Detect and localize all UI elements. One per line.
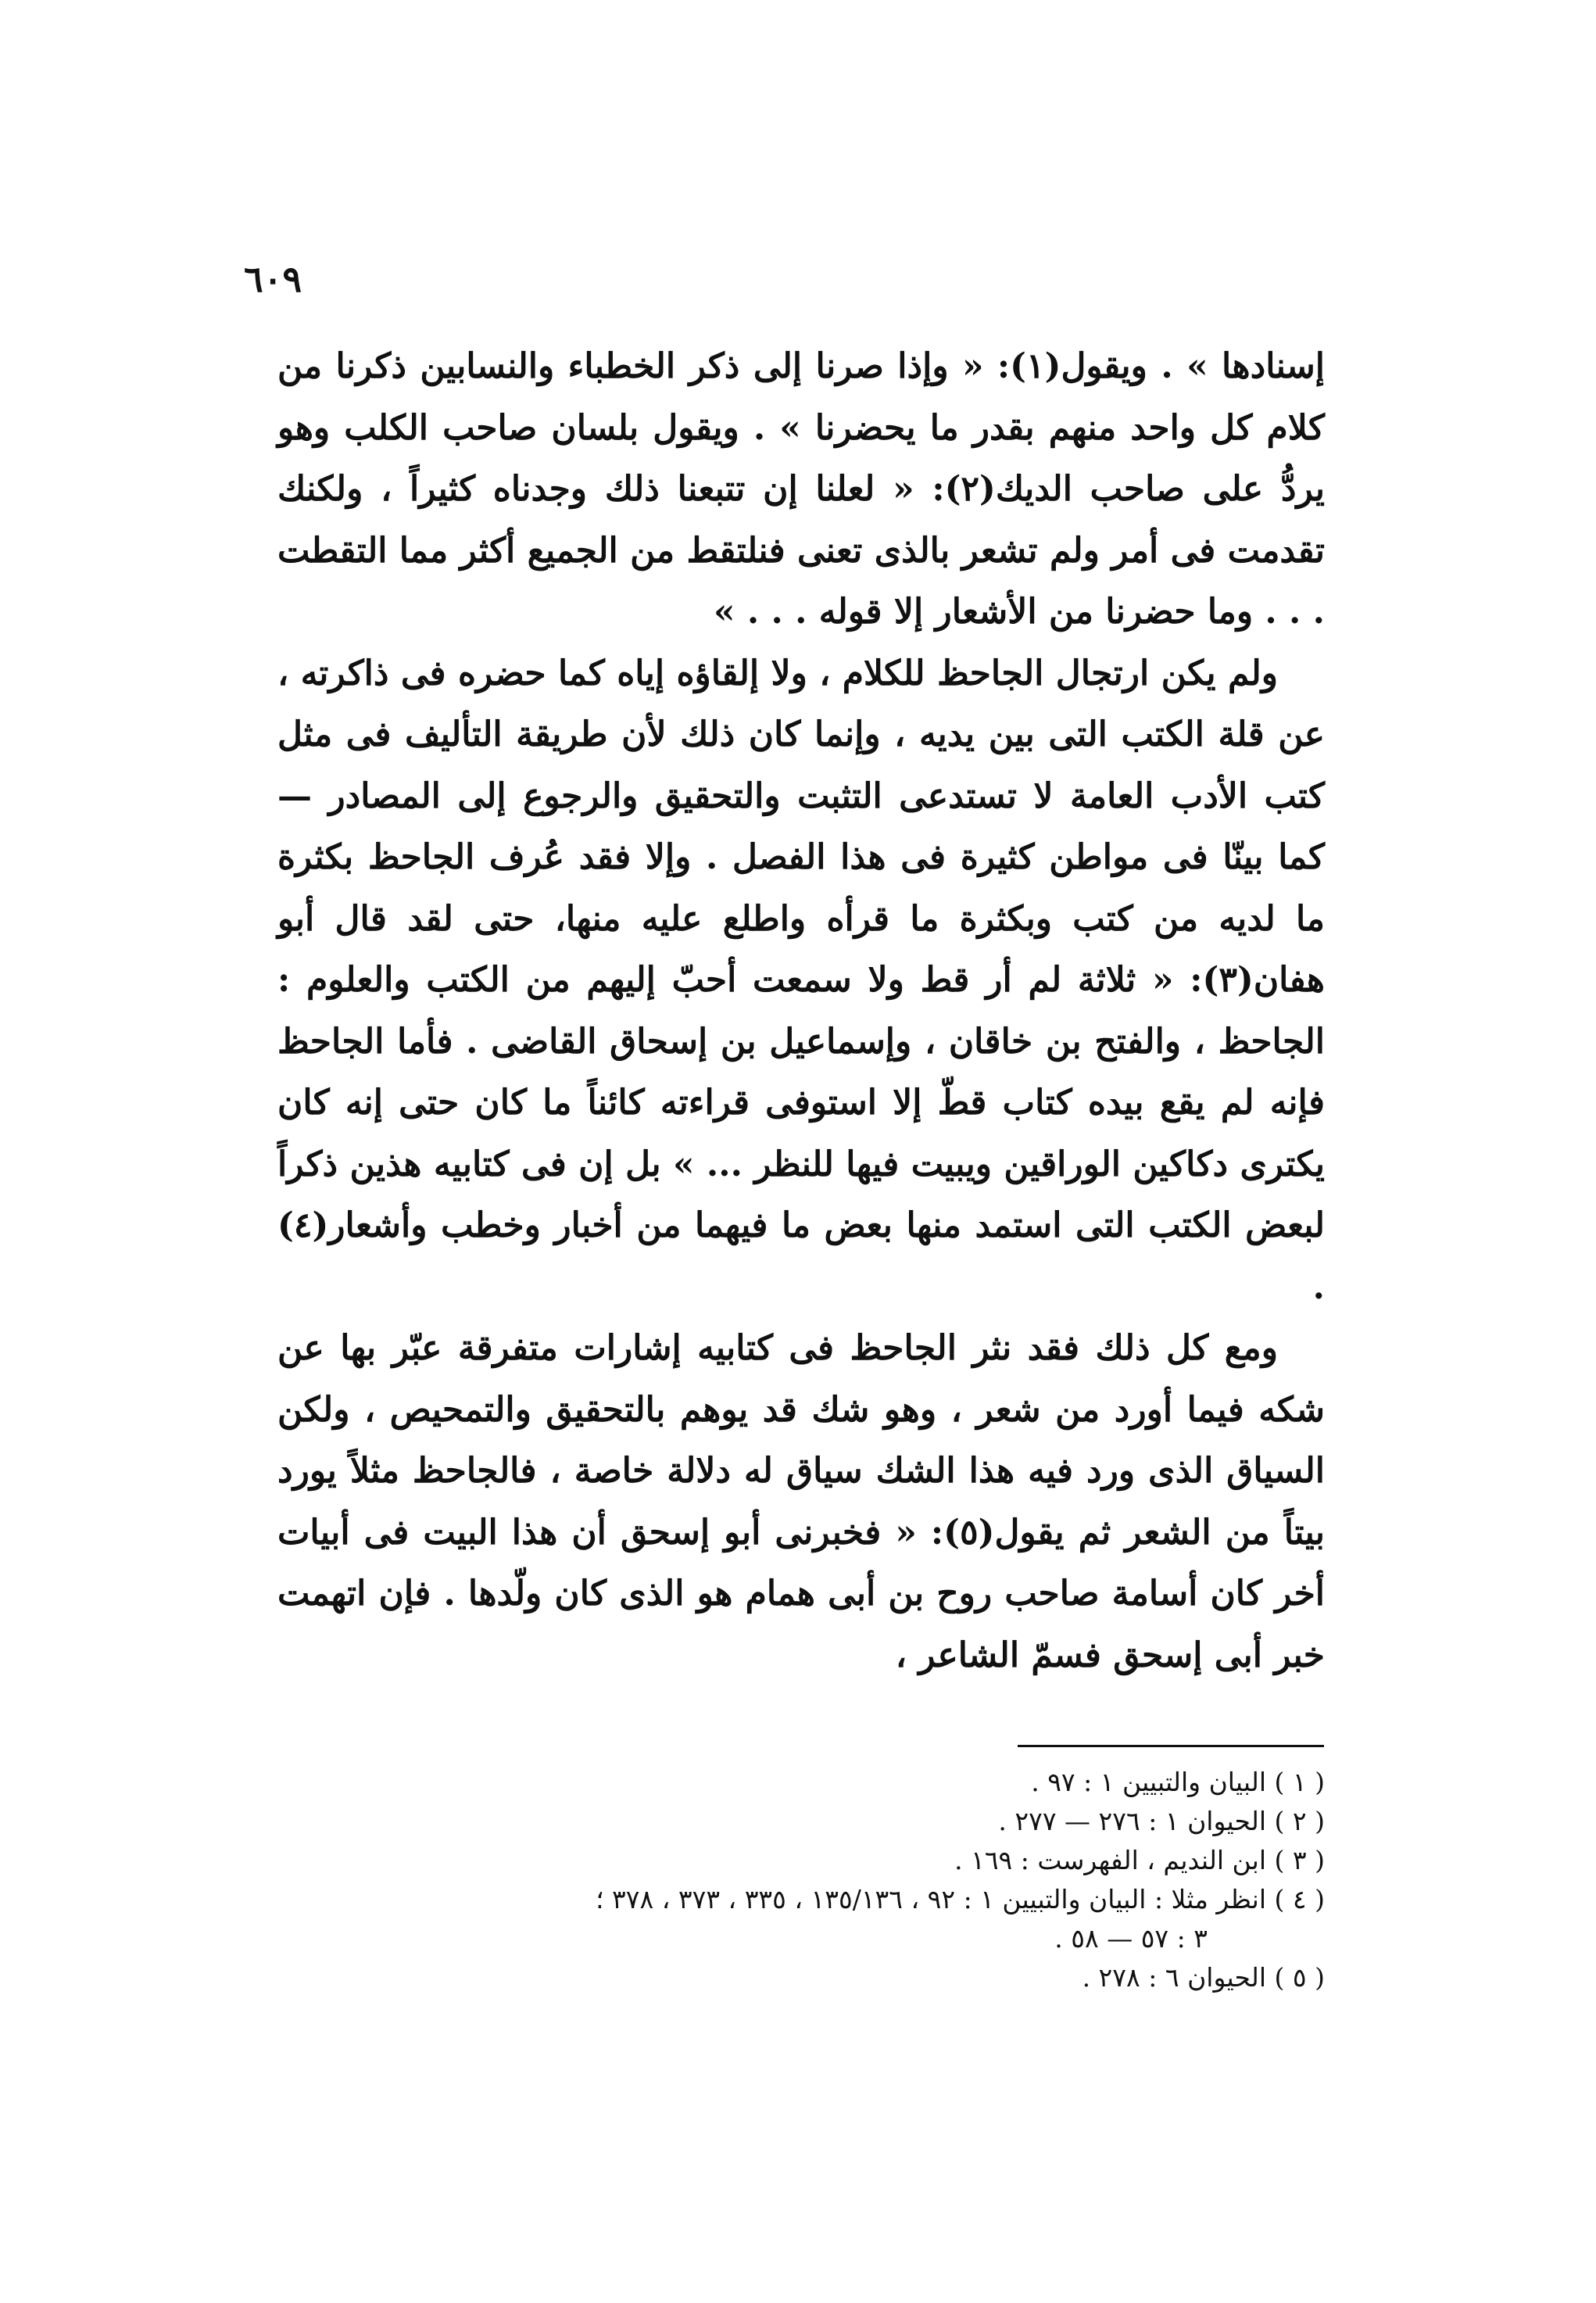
footnote-divider	[1018, 1745, 1324, 1747]
footnote-5	[277, 1958, 1325, 1997]
footnote-number: ( ٣ )	[1274, 1845, 1325, 1875]
footnote-4	[277, 1880, 1325, 1958]
footnote-2	[277, 1802, 1325, 1841]
footnote-text: البيان والتبيين ١ : ٩٧ .	[1031, 1767, 1267, 1797]
paragraph-2: ولم يكن ارتجال الجاحظ للكلام ، ولا إلقاؤه إياه كما حضره فى ذاكرته ، عن قلة الكتب التى بين يديه ، وإنما كان ذلك لأن طريقة التأليف فى مثل كتب الأدب العامة لا تستدعى التثبت والتحقيق والرجوع إلى المصادر — كما بينّا فى مواطن كثيرة فى هذا الفصل . وإلا فقد عُرف الجاحظ بكثرة ما لديه من كتب وبكثرة ما قرأه واطلع عليه منها، حتى لقد قال أبو هفان(٣): « ثلاثة لم أر قط ولا سمعت أحبّ إليهم من الكتب والعلوم : الجاحظ ، والفتح بن خاقان ، وإسماعيل بن إسحاق القاضى . فأما الجاحظ فإنه لم يقع بيده كتاب قطّ إلا استوفى قراءته كائناً ما كان حتى إنه كان يكترى دكاكين الوراقين ويبيت فيها للنظر ... » بل إن فى كتابيه هذين ذكراً لبعض الكتب التى استمد منها بعض ما فيهما من أخبار وخطب وأشعار(٤) .	[277, 653, 1325, 1307]
footnote-1	[277, 1763, 1325, 1802]
paragraph-3: ومع كل ذلك فقد نثر الجاحظ فى كتابيه إشارات متفرقة عبّر بها عن شكه فيما أورد من شعر ، وهو شك قد يوهم بالتحقيق والتمحيص ، ولكن السياق الذى ورد فيه هذا الشك سياق له دلالة خاصة ، فالجاحظ مثلاً يورد بيتاً من الشعر ثم يقول(٥): « فخبرنى أبو إسحق أن هذا البيت فى أبيات أخر كان أسامة صاحب روح بن أبى همام هو الذى كان ولّدها . فإن اتهمت خبر أبى إسحق فسمّ الشاعر ،	[277, 1328, 1325, 1675]
footnote-number: ( ٥ )	[1274, 1962, 1325, 1993]
footnote-text: الحيوان ٦ : ٢٧٨ .	[1082, 1962, 1267, 1993]
footnotes	[277, 1763, 1325, 1997]
footnote-number: ( ١ )	[1274, 1767, 1325, 1797]
footnote-number: ( ٤ )	[1274, 1884, 1325, 1914]
page-number: ٦٠٩	[244, 258, 302, 300]
footnote-continuation: ٣ : ٥٧ — ٥٨ .	[1054, 1923, 1208, 1954]
paragraph-1: إسنادها » . ويقول(١): « وإذا صرنا إلى ذكر الخطباء والنسابين ذكرنا من كلام كل واحد منهم بقدر ما يحضرنا » . ويقول بلسان صاحب الكلب وهو يردُّ على صاحب الديك(٢): « لعلنا إن تتبعنا ذلك وجدناه كثيراً ، ولكنك تقدمت فى أمر ولم تشعر بالذى تعنى فنلتقط من الجميع أكثر مما التقطت . . . وما حضرنا من الأشعار إلا قوله . . . »	[277, 346, 1325, 632]
footnote-3	[277, 1841, 1325, 1880]
footnote-text: انظر مثلا : البيان والتبيين ١ : ٩٢ ، ١٣٥/١٣٦ ، ٣٣٥ ، ٣٧٣ ، ٣٧٨ ؛	[596, 1884, 1267, 1914]
footnote-text: الحيوان ١ : ٢٧٦ — ٢٧٧ .	[998, 1806, 1267, 1836]
footnote-text: ابن النديم ، الفهرست : ١٦٩ .	[954, 1845, 1267, 1875]
footnote-number: ( ٢ )	[1274, 1806, 1325, 1836]
body-text	[277, 336, 1325, 1686]
